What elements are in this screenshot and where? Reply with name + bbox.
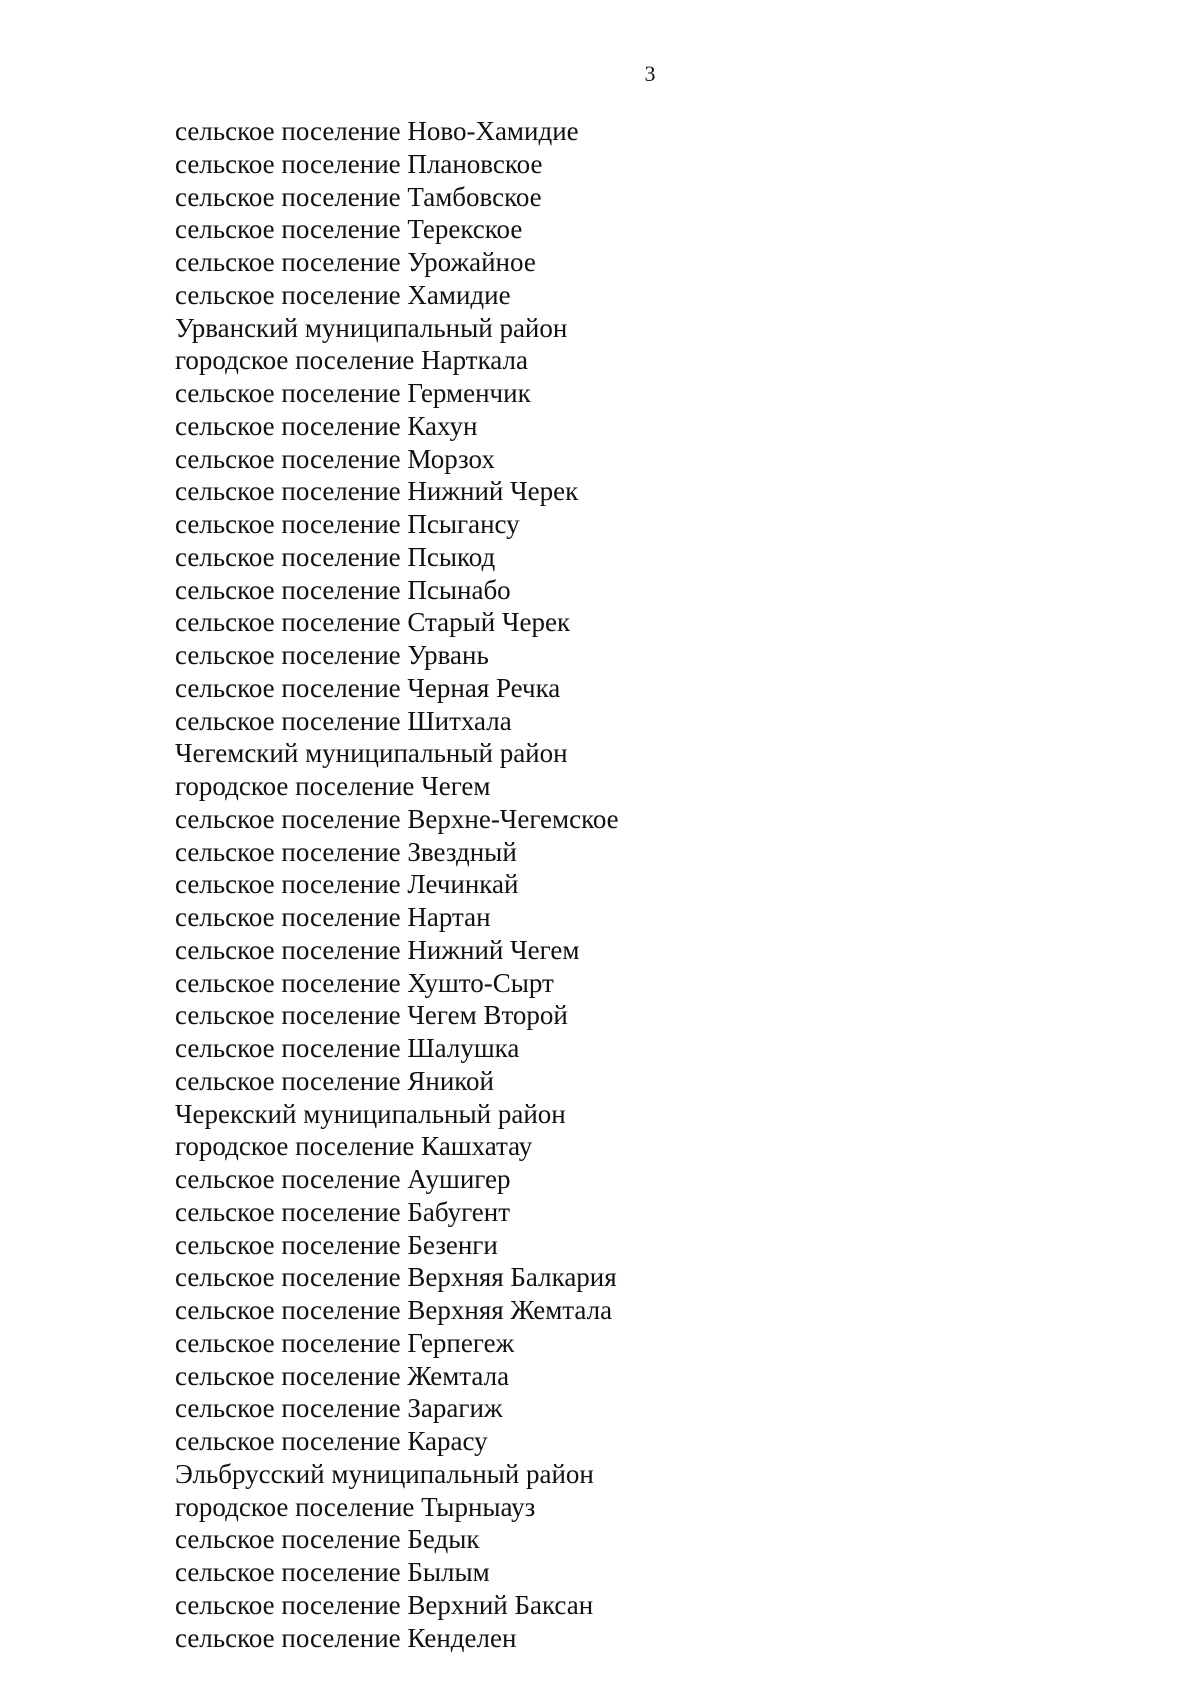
list-item: сельское поселение Старый Черек [175,607,571,638]
list-item: сельское поселение Нартан [175,902,491,932]
settlement-list [175,115,619,1654]
list-item: сельское поселение Тамбовское [175,181,542,212]
list-item: сельское поселение Псыкод [175,541,496,572]
list-item: сельское поселение Кенделен [175,1622,517,1653]
list-item: Урванский муниципальный район [175,312,568,343]
list-item: сельское поселение Нижний Черек [175,476,579,507]
list-item: сельское поселение Верхняя Балкария [175,1262,617,1293]
list-item: сельское поселение Карасу [175,1426,488,1456]
list-item: сельское поселение Псынабо [175,574,511,605]
list-item: сельское поселение Яникой [175,1065,494,1096]
list-item: Чегемский муниципальный район [175,738,568,769]
list-item: сельское поселение Лечинкай [175,869,519,900]
list-item: городское поселение Нарткала [175,345,528,376]
list-item: сельское поселение Урвань [175,640,489,670]
list-item: сельское поселение Жемтала [175,1360,510,1391]
list-item: сельское поселение Бедык [175,1524,480,1555]
list-item: сельское поселение Урожайное [175,247,536,277]
list-item: сельское поселение Нижний Чегем [175,934,580,965]
list-item: городское поселение Чегем [175,771,491,801]
list-item: сельское поселение Верхняя Жемтала [175,1295,613,1325]
page-number: 3 [644,61,656,86]
list-item: сельское поселение Герменчик [175,378,531,408]
list-item: сельское поселение Псыгансу [175,509,520,539]
list-item: городское поселение Тырныауз [175,1491,536,1522]
list-item: городское поселение Кашхатау [175,1131,533,1162]
list-item: сельское поселение Верхне-Чегемское [175,803,619,834]
list-item: сельское поселение Черная Речка [175,672,561,703]
list-item: Эльбрусский муниципальный район [175,1458,594,1489]
list-item: сельское поселение Верхний Баксан [175,1589,594,1620]
list-item: сельское поселение Герпегеж [175,1327,515,1358]
list-item: сельское поселение Шалушка [175,1033,520,1063]
list-item: сельское поселение Зарагиж [175,1393,503,1424]
list-item: сельское поселение Хушто-Сырт [175,967,554,998]
list-item: сельское поселение Морзох [175,443,495,474]
list-item: сельское поселение Чегем Второй [175,1000,568,1031]
list-item: сельское поселение Бабугент [175,1196,511,1227]
list-item: сельское поселение Кахун [175,410,478,441]
list-item: сельское поселение Хамидие [175,279,511,310]
list-item: сельское поселение Шитхала [175,705,512,736]
list-item: сельское поселение Аушигер [175,1164,511,1194]
list-item: сельское поселение Терекское [175,214,523,245]
list-item: сельское поселение Безенги [175,1229,498,1260]
list-item: сельское поселение Ново-Хамидие [175,116,579,146]
list-item: сельское поселение Былым [175,1557,490,1587]
list-item: Черекский муниципальный район [175,1098,566,1129]
list-item: сельское поселение Звездный [175,836,517,867]
list-item: сельское поселение Плановское [175,148,543,179]
